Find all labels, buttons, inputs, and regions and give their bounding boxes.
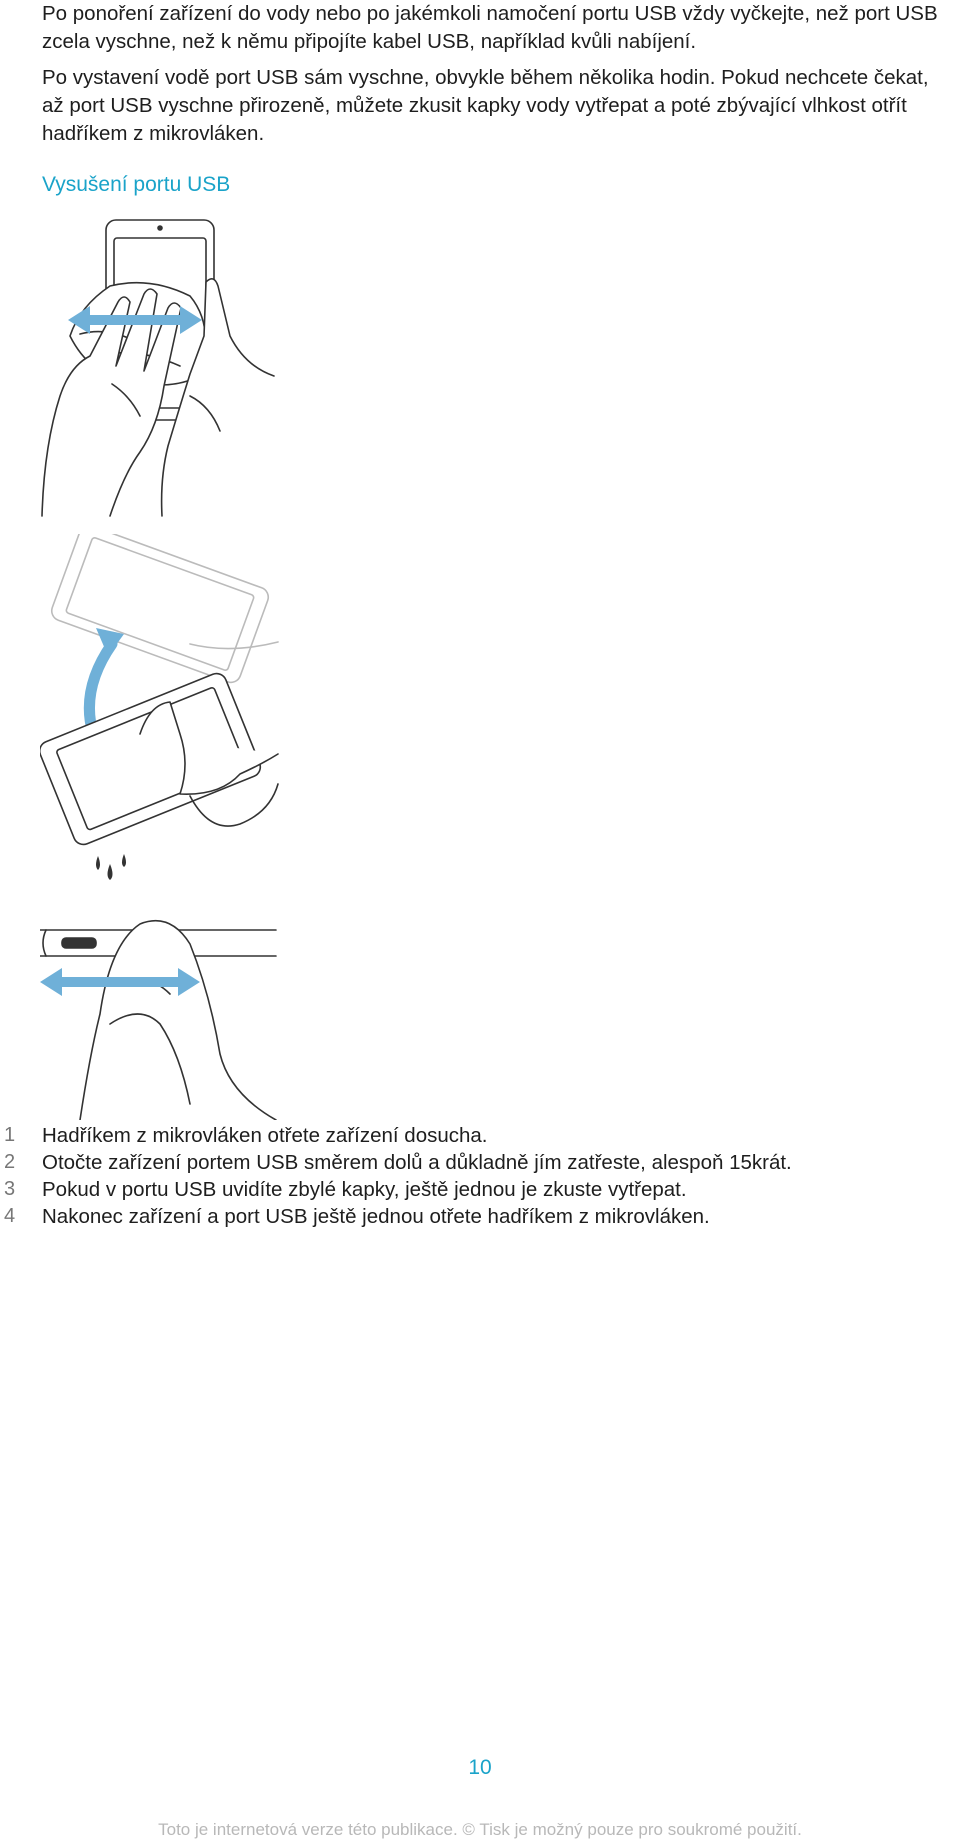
step-text: Pokud v portu USB uvidíte zbylé kapky, ještě jednou je zkuste vytřepat. — [42, 1178, 687, 1201]
section-heading: Vysušení portu USB — [42, 173, 231, 196]
intro-paragraph-2: Po vystavení vodě port USB sám vyschne, obvykle během několika hodin. Pokud nechcete čekat, až port USB vyschne přirozeně, můžete zkusit kapky vody vytřepat a poté zbývající vlhkost otřít hadříkem z mikrovláken. — [42, 66, 929, 145]
usb-port-icon — [62, 938, 96, 948]
list-item — [0, 1176, 960, 1203]
water-drops — [96, 854, 126, 880]
list-item — [0, 1203, 960, 1230]
cloth — [80, 921, 276, 1120]
steps-list — [0, 1122, 960, 1230]
wipe-device-illustration — [40, 216, 275, 526]
phone-ghost — [49, 534, 278, 685]
intro-paragraph-1: Po ponoření zařízení do vody nebo po jakémkoli namočení portu USB vždy vyčkejte, než port USB zcela vyschne, než k němu připojíte kabel USB, například kvůli nabíjení. — [42, 2, 938, 53]
footer-notice: Toto je internetová verze této publikace. © Tisk je možný pouze pro soukromé použití. — [158, 1820, 802, 1839]
shake-device-illustration — [40, 534, 280, 886]
step-number: 1 — [4, 1124, 16, 1146]
step-text: Hadříkem z mikrovláken otřete zařízení dosucha. — [42, 1124, 488, 1147]
page-number: 10 — [468, 1756, 492, 1779]
step-number: 2 — [4, 1151, 16, 1173]
step-number: 3 — [4, 1178, 16, 1200]
wipe-usb-port-illustration — [40, 904, 278, 1120]
step-text: Otočte zařízení portem USB směrem dolů a důkladně jím zatřeste, alespoň 15krát. — [42, 1151, 792, 1174]
list-item — [0, 1149, 960, 1176]
step-text: Nakonec zařízení a port USB ještě jednou otřete hadříkem z mikrovláken. — [42, 1205, 710, 1228]
step-number: 4 — [4, 1205, 16, 1227]
list-item — [0, 1122, 960, 1149]
